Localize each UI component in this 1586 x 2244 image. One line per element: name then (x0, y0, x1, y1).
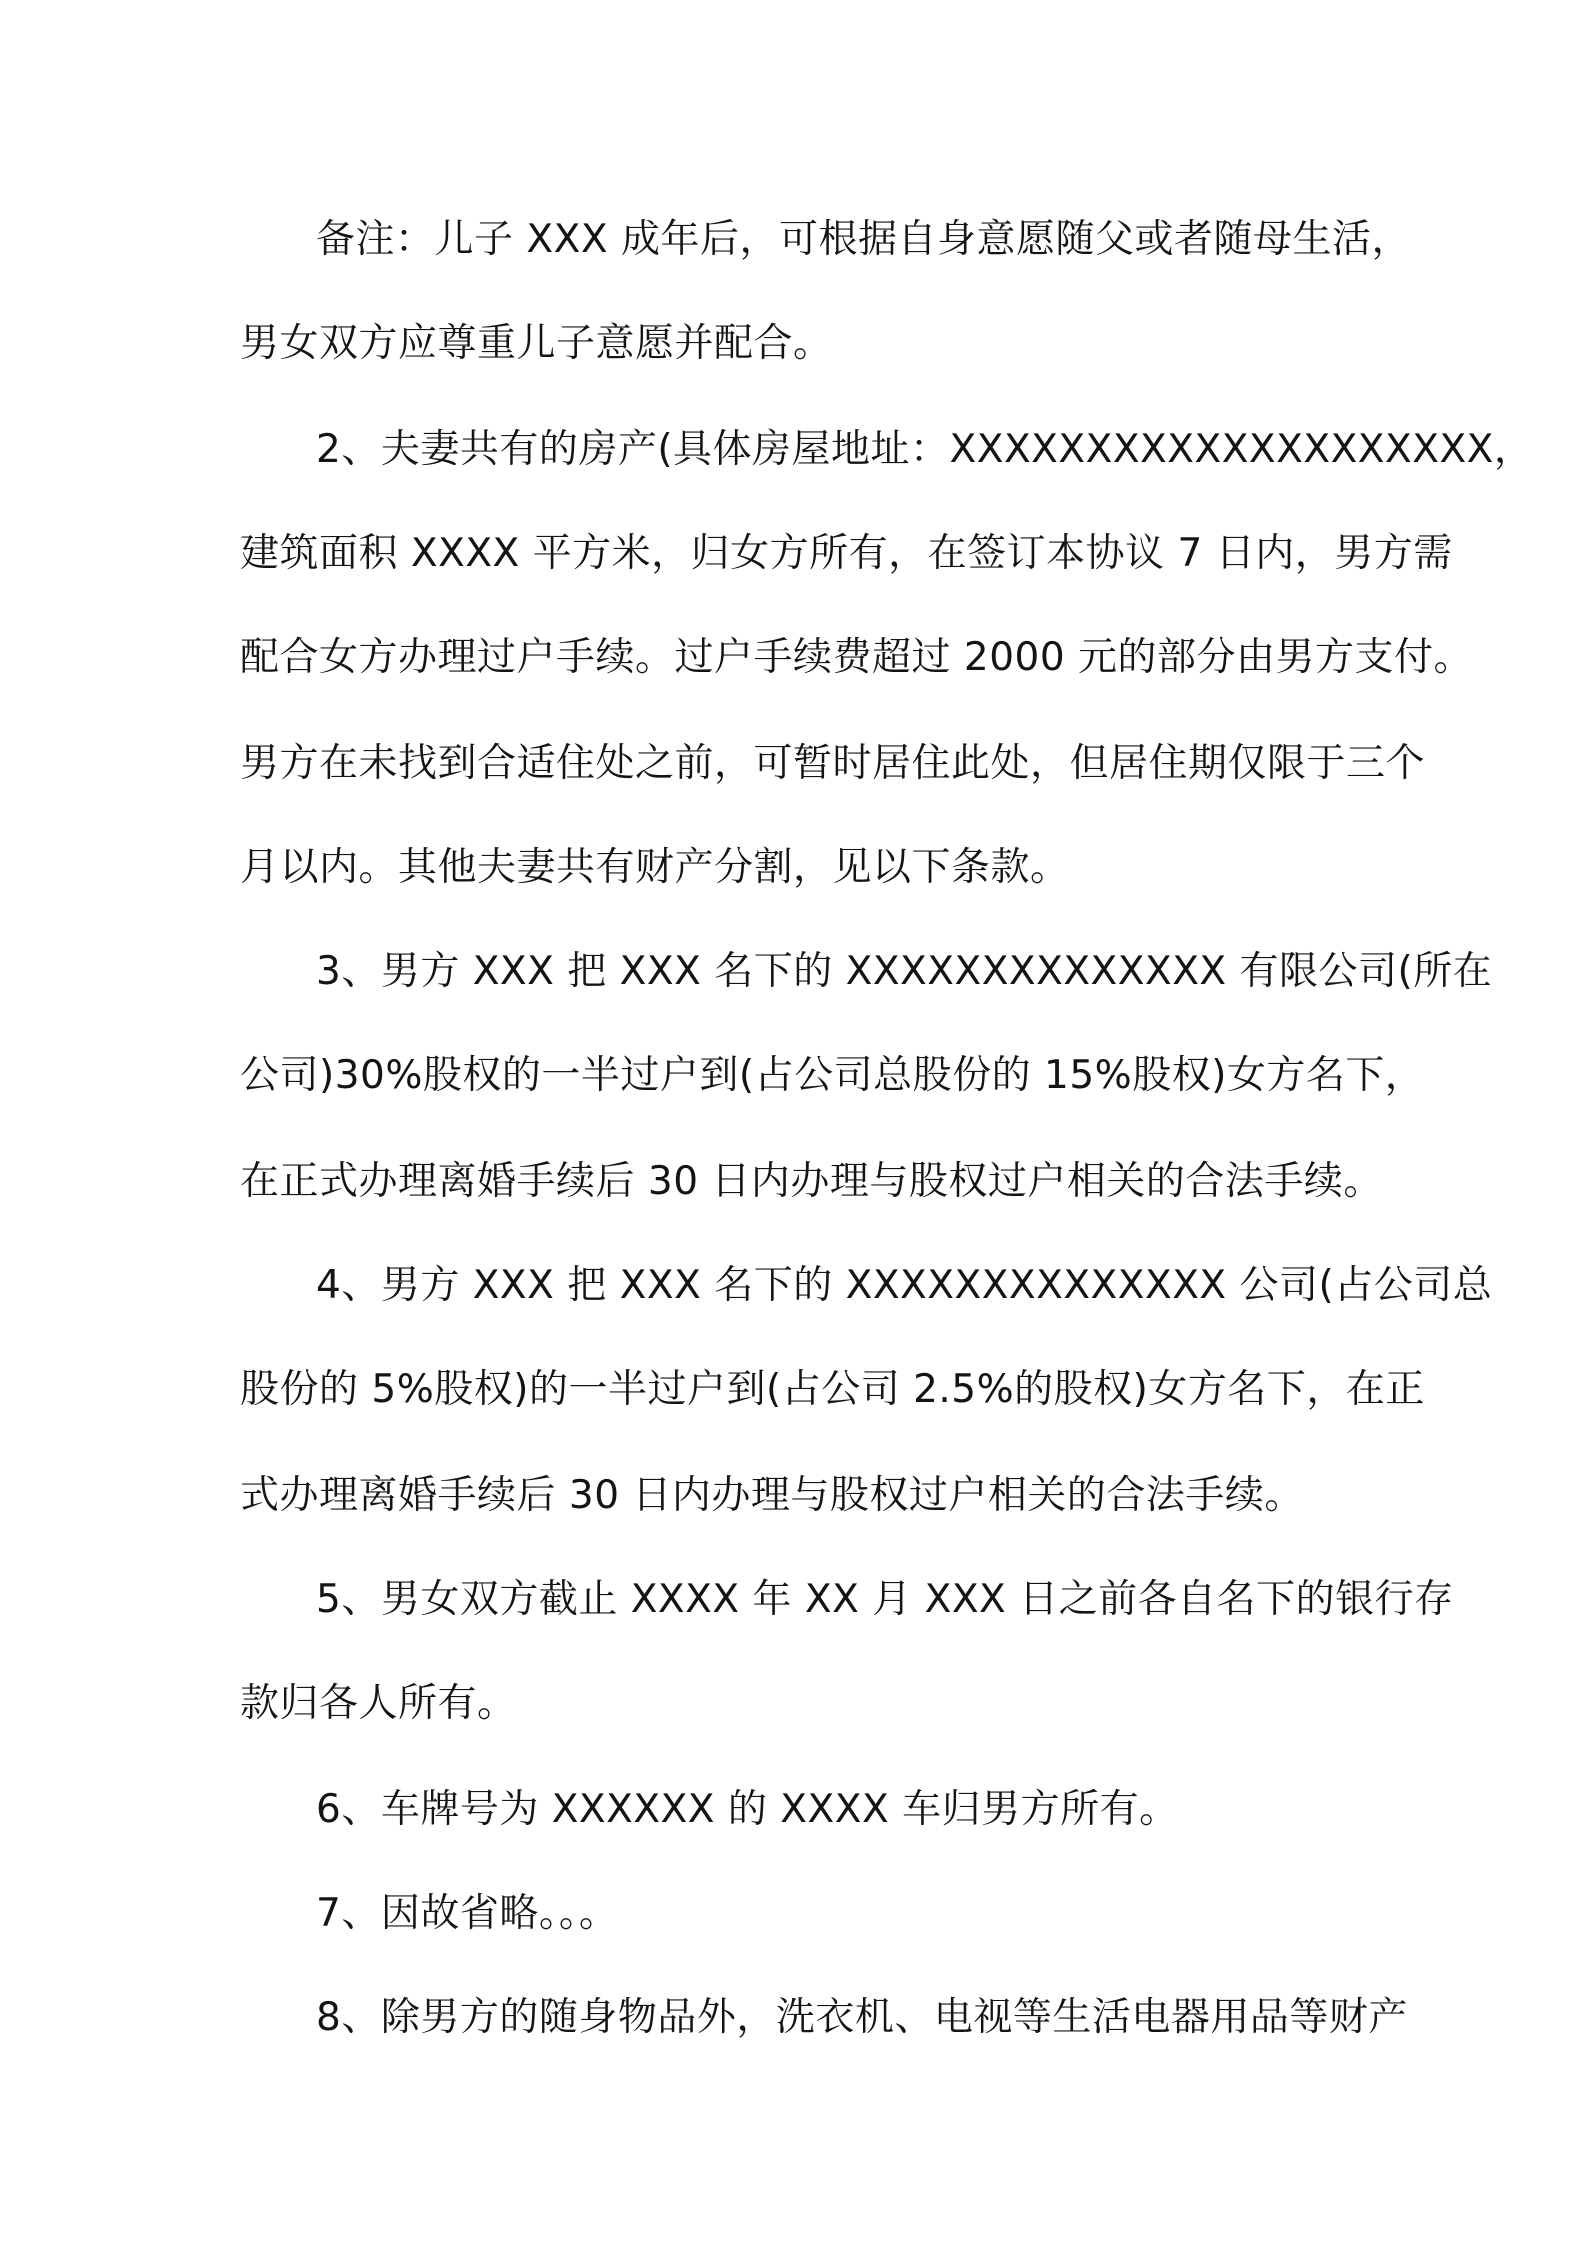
clause-2-line-1: 2、夫妻共有的房产(具体房屋地址：XXXXXXXXXXXXXXXXXXXX， (316, 427, 1534, 472)
clause-2-line-4: 男方在未找到合适住处之前，可暂时居住此处，但居住期仅限于三个 (240, 741, 1426, 786)
clause-5-line-1: 5、男女双方截止 XXXX 年 XX 月 XXX 日之前各自名下的银行存 (316, 1577, 1454, 1622)
clause-2-line-2: 建筑面积 XXXX 平方米，归女方所有，在签订本协议 7 日内，男方需 (240, 531, 1453, 576)
remark-line-2: 男女双方应尊重儿子意愿并配合。 (240, 321, 833, 366)
clause-4-line-2: 股份的 5%股权)的一半过户到(占公司 2.5%的股权)女方名下，在正 (240, 1367, 1425, 1412)
clause-4-line-1: 4、男方 XXX 把 XXX 名下的 XXXXXXXXXXXXXX 公司(占公司总 (316, 1263, 1493, 1308)
clause-5-line-2: 款归各人所有。 (240, 1681, 517, 1726)
clause-3-line-1: 3、男方 XXX 把 XXX 名下的 XXXXXXXXXXXXXX 有限公司(所在 (316, 949, 1493, 994)
clause-2-line-3: 配合女方办理过户手续。过户手续费超过 2000 元的部分由男方支付。 (240, 635, 1474, 680)
clause-3-line-2: 公司)30%股权的一半过户到(占公司总股份的 15%股权)女方名下， (240, 1053, 1425, 1098)
clause-2-line-5: 月以内。其他夫妻共有财产分割，见以下条款。 (240, 845, 1070, 890)
clause-3-line-3: 在正式办理离婚手续后 30 日内办理与股权过户相关的合法手续。 (240, 1159, 1383, 1204)
clause-7-line-1: 7、因故省略。。。 (316, 1891, 619, 1936)
clause-6-line-1: 6、车牌号为 XXXXXX 的 XXXX 车归男方所有。 (316, 1787, 1179, 1832)
clause-8-line-1: 8、除男方的随身物品外，洗衣机、电视等生活电器用品等财产 (316, 1995, 1408, 2040)
clause-4-line-3: 式办理离婚手续后 30 日内办理与股权过户相关的合法手续。 (240, 1473, 1304, 1518)
remark-line-1: 备注：儿子 XXX 成年后，可根据自身意愿随父或者随母生活， (316, 217, 1411, 262)
